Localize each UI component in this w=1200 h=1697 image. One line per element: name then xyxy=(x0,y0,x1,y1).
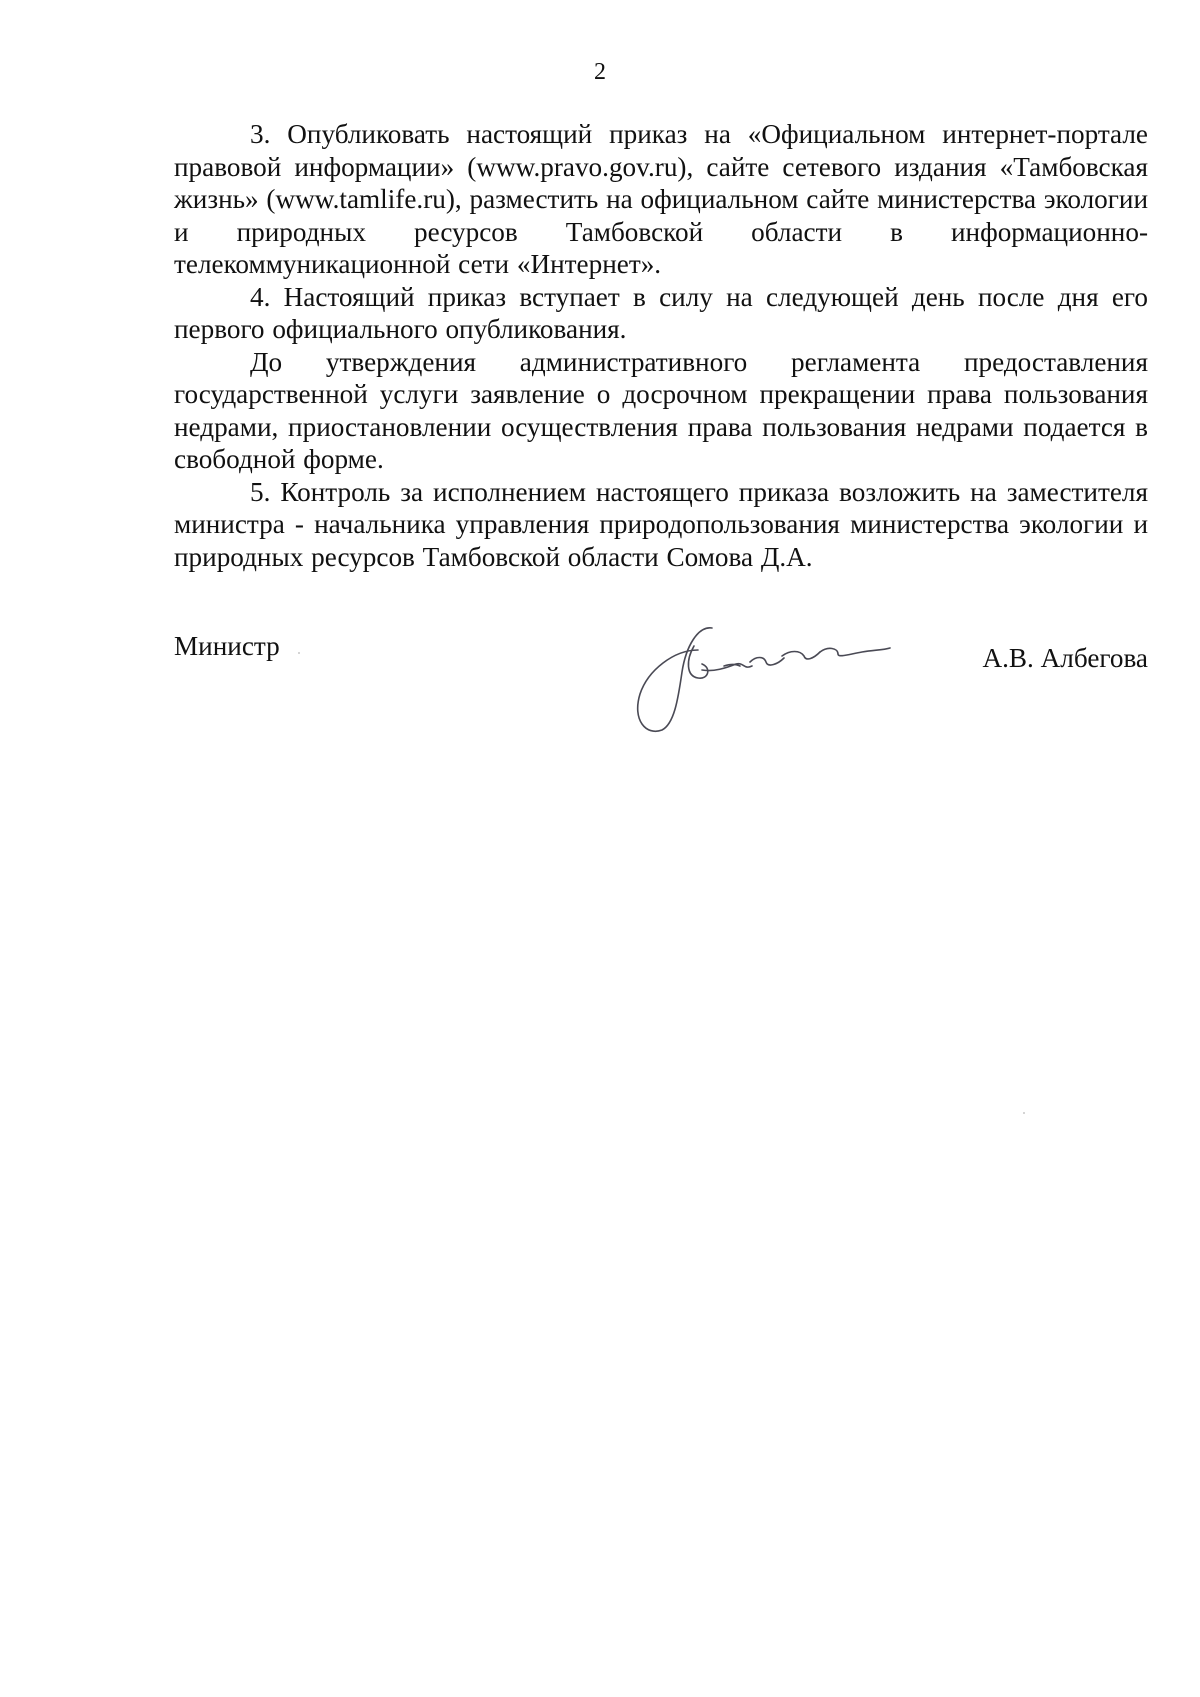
signature-block xyxy=(174,620,1148,740)
paragraph-publication: 3. Опубликовать настоящий приказ на «Официальном интернет-портале правовой информации» (www.pravo.gov.ru), сайте сетевого издания «Тамбовская жизнь» (www.tamlife.ru), разместить на официальном сайте министерства экологии и природных ресурсов Тамбовской области в информационно-телекоммуникационной сети «Интернет». xyxy=(174,119,1148,279)
paragraph-control: 5. Контроль за исполнением настоящего приказа возложить на заместителя министра - начальника управления природопользования министерства экологии и природных ресурсов Тамбовской области Сомова Д.А. xyxy=(174,476,1148,572)
paragraph-entry-into-force: 4. Настоящий приказ вступает в силу на следующей день после дня его первого официального опубликования. xyxy=(174,281,1148,344)
signatory-name: А.В. Албегова xyxy=(982,643,1148,673)
paragraph-application-form: До утверждения административного регламента предоставления государственной услуги заявление о досрочном прекращении права пользования недрами, приостановлении осуществления права пользования недрами подается в свободной форме. xyxy=(174,346,1148,474)
scan-speck xyxy=(1023,1112,1025,1114)
scan-speck xyxy=(298,652,300,654)
page-number: 2 xyxy=(594,59,606,85)
handwritten-signature xyxy=(594,620,894,740)
document-body xyxy=(174,118,1148,573)
signatory-role: Министр xyxy=(174,631,280,661)
